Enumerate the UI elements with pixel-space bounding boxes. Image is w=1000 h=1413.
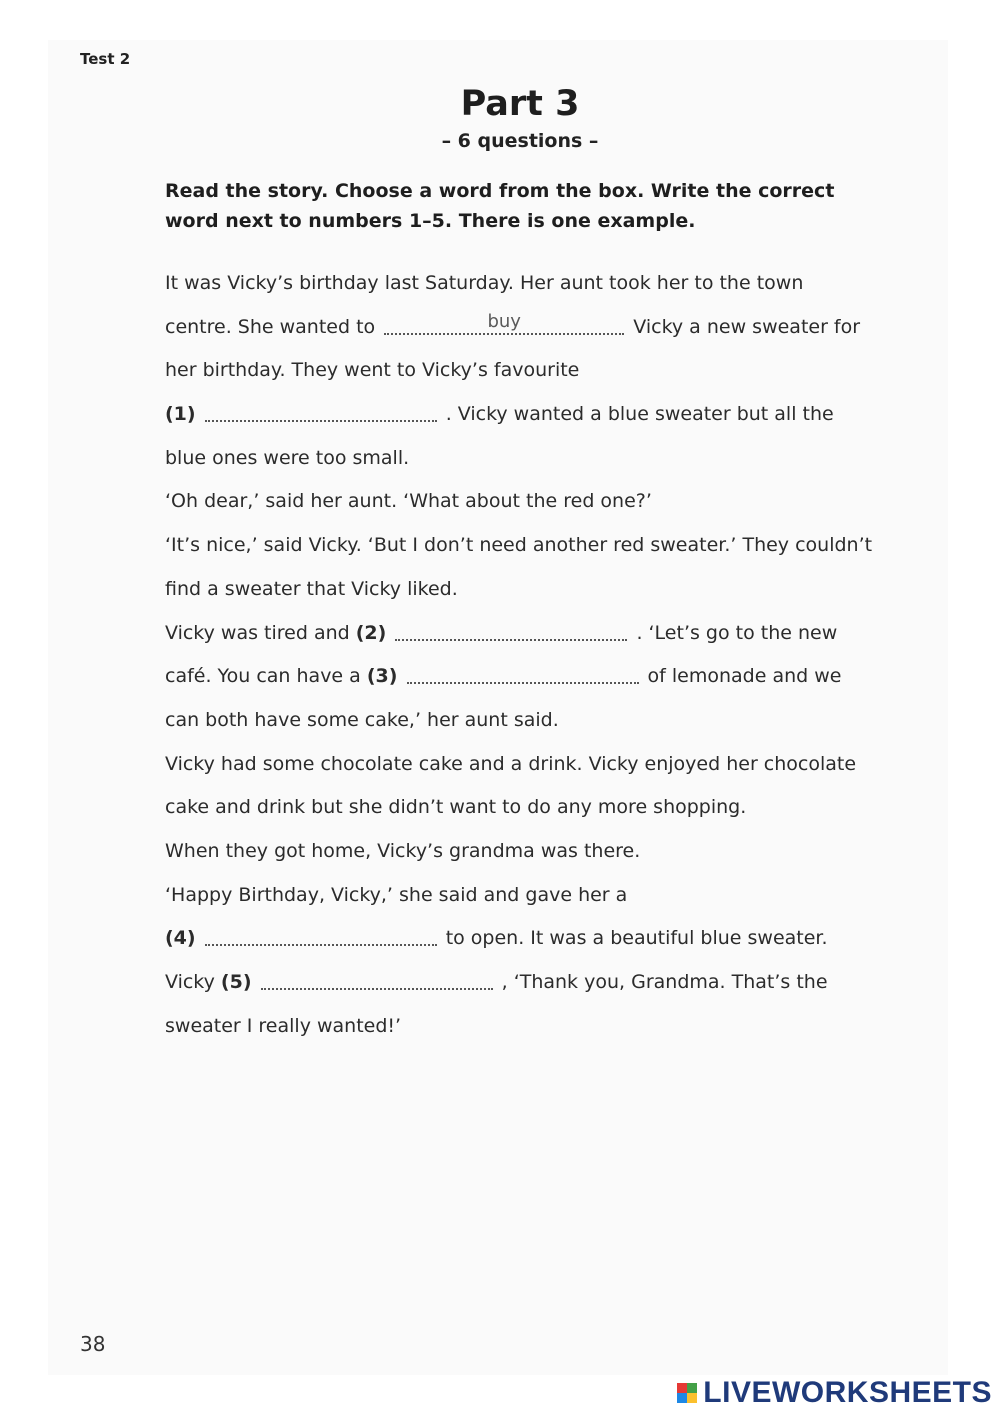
story-line: can both have some cake,’ her aunt said. <box>165 708 559 731</box>
story-text-segment: to open. It was a beautiful blue sweater. <box>445 927 828 950</box>
answer-blank-4[interactable] <box>205 924 437 946</box>
instructions: Read the story. Choose a word from the box. Write the correct word next to numbers 1–5. There is one example. <box>165 180 835 232</box>
logo-square-green <box>687 1383 697 1393</box>
story-text-segment: , ‘Thank you, Grandma. That’s the <box>501 971 828 993</box>
logo-square-red <box>677 1383 687 1393</box>
story-line: her birthday. They went to Vicky’s favourite <box>165 359 580 382</box>
logo-square-blue <box>677 1393 687 1403</box>
story-line: Vicky had some chocolate cake and a drink. Vicky enjoyed her chocolate <box>165 752 857 775</box>
test-label: Test 2 <box>80 50 131 68</box>
story-line: find a sweater that Vicky liked. <box>165 577 458 600</box>
question-number-5: (5) <box>220 971 252 993</box>
story-line: When they got home, Vicky’s grandma was there. <box>165 839 641 862</box>
question-number-4: (4) <box>165 927 196 950</box>
logo-square-yellow <box>687 1393 697 1403</box>
example-answer: buy <box>487 310 521 332</box>
story-line <box>165 917 885 961</box>
story-text-segment: of lemonade and we <box>647 665 842 688</box>
liveworksheets-logo-icon <box>677 1383 697 1403</box>
story-text-segment: Vicky was tired and <box>165 621 350 644</box>
story-line <box>165 393 885 437</box>
question-number-3: (3) <box>366 665 398 688</box>
story-line: cake and drink but she didn’t want to do any more shopping. <box>165 796 747 819</box>
story-line: ‘It’s nice,’ said Vicky. ‘But I don’t need another red sweater.’ They couldn’t <box>165 534 873 557</box>
question-number-1: (1) <box>165 403 196 426</box>
story-text-segment: . ‘Let’s go to the new <box>636 621 838 644</box>
story-line: sweater I really wanted!’ <box>165 1014 402 1037</box>
story-text-segment: café. You can have a <box>165 665 361 688</box>
story-text-segment: Vicky <box>165 971 215 993</box>
story-text-segment: centre. She wanted to <box>165 315 376 338</box>
part-title: Part 3 <box>460 84 580 124</box>
question-number-2: (2) <box>355 621 387 644</box>
brand-name: LIVEWORKSHEETS <box>703 1376 992 1409</box>
example-answer-blank <box>384 310 624 335</box>
story-line: ‘Happy Birthday, Vicky,’ she said and gave her a <box>165 883 628 906</box>
answer-blank-2[interactable] <box>395 619 627 641</box>
story-line <box>165 306 885 350</box>
story-line: It was Vicky’s birthday last Saturday. Her aunt took her to the town <box>165 272 804 294</box>
answer-blank-1[interactable] <box>205 400 437 422</box>
liveworksheets-brand[interactable] <box>677 1375 992 1411</box>
story-text-segment: Vicky a new sweater for <box>633 315 861 338</box>
answer-blank-5[interactable] <box>261 968 493 990</box>
story-line <box>165 961 885 1005</box>
story-line: ‘Oh dear,’ said her aunt. ‘What about the red one?’ <box>165 490 652 513</box>
story-text-segment: . Vicky wanted a blue sweater but all the <box>445 403 834 426</box>
questions-subtitle: – 6 questions – <box>441 130 599 152</box>
story-line <box>165 655 885 699</box>
story-line <box>165 612 885 656</box>
story-line: blue ones were too small. <box>165 446 410 469</box>
answer-blank-3[interactable] <box>407 662 639 684</box>
page-number: 38 <box>80 1332 106 1356</box>
story-text <box>165 262 885 1048</box>
